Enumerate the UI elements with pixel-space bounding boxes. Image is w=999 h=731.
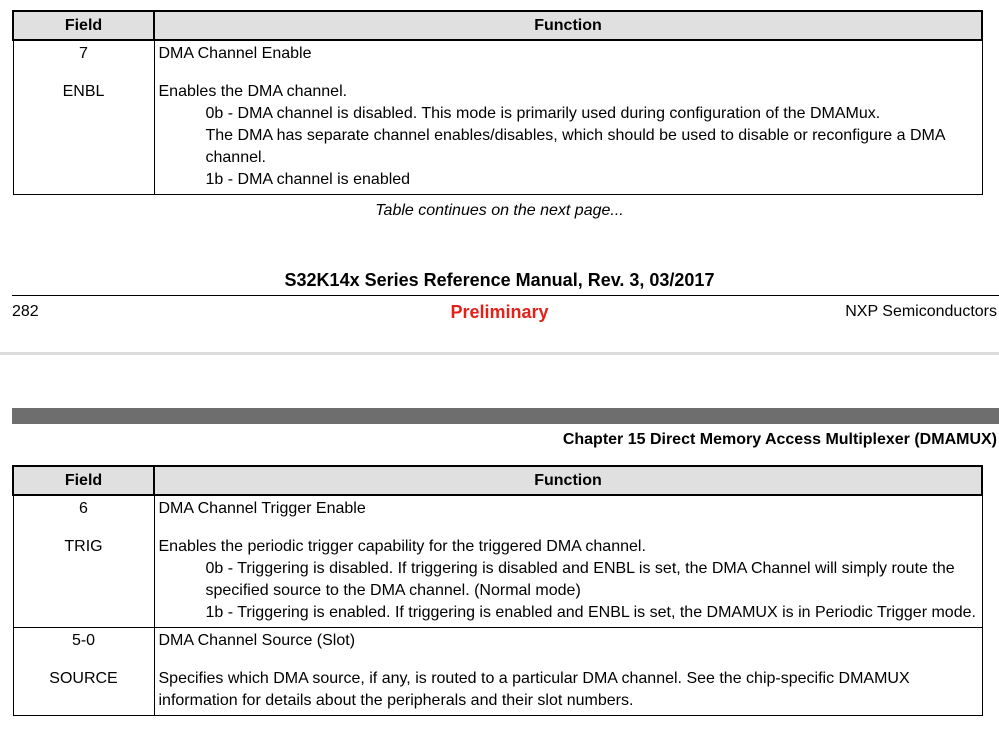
page-number: 282 bbox=[12, 303, 39, 320]
field-name bbox=[13, 523, 154, 628]
table-header-row bbox=[13, 11, 982, 40]
option-text: 0b - Triggering is disabled. If triggering is disabled and ENBL is set, the DMA Channel will simply route the specified source to the DMA channel. (Normal mode) bbox=[205, 560, 955, 599]
field-description: Enables the DMA channel. bbox=[158, 83, 348, 100]
table-row bbox=[13, 40, 982, 68]
field-name-text: TRIG bbox=[64, 538, 103, 555]
field-name bbox=[13, 655, 154, 716]
option-text: The DMA has separate channel enables/disables, which should be used to disable or reconfigure a DMA channel. bbox=[205, 127, 945, 166]
field-title: DMA Channel Trigger Enable bbox=[154, 495, 982, 523]
chapter-header-bar bbox=[12, 408, 999, 424]
field-name-text: ENBL bbox=[62, 83, 105, 100]
function-column-header: Function bbox=[154, 11, 982, 40]
table-row bbox=[13, 68, 982, 195]
field-bits: 7 bbox=[13, 40, 154, 68]
field-description-cell bbox=[154, 68, 982, 195]
field-description-cell bbox=[154, 655, 982, 716]
company-name: NXP Semiconductors bbox=[845, 303, 997, 320]
field-table-top bbox=[12, 10, 983, 195]
manual-title: S32K14x Series Reference Manual, Rev. 3, 03/2017 bbox=[284, 270, 715, 290]
field-description: Enables the periodic trigger capability for the triggered DMA channel. bbox=[158, 538, 646, 555]
field-name-text: SOURCE bbox=[49, 670, 118, 687]
field-description-cell bbox=[154, 523, 982, 628]
table-continues-note: Table continues on the next page... bbox=[375, 202, 624, 219]
table-row bbox=[13, 495, 982, 523]
field-column-header: Field bbox=[13, 466, 154, 495]
option-text: 0b - DMA channel is disabled. This mode is primarily used during configuration of the DMAMux. bbox=[205, 105, 881, 122]
field-name bbox=[13, 68, 154, 195]
option-text: 1b - DMA channel is enabled bbox=[205, 171, 411, 188]
field-bits: 6 bbox=[13, 495, 154, 523]
field-title: DMA Channel Enable bbox=[154, 40, 982, 68]
field-description: Specifies which DMA source, if any, is routed to a particular DMA channel. See the chip-specific DMAMUX information for details about the peripherals and their slot numbers. bbox=[158, 670, 910, 709]
preliminary-label: Preliminary bbox=[450, 302, 549, 322]
field-title: DMA Channel Source (Slot) bbox=[154, 628, 982, 656]
option-text: 1b - Triggering is enabled. If triggering is enabled and ENBL is set, the DMAMUX is in Periodic Trigger mode. bbox=[205, 604, 976, 621]
chapter-heading: Chapter 15 Direct Memory Access Multiplexer (DMAMUX) bbox=[562, 431, 997, 448]
field-bits: 5-0 bbox=[13, 628, 154, 656]
field-table-bottom bbox=[12, 465, 983, 716]
function-column-header: Function bbox=[154, 466, 982, 495]
page-break-divider bbox=[0, 352, 999, 355]
table-row bbox=[13, 523, 982, 628]
footer-rule bbox=[12, 295, 999, 296]
table-row bbox=[13, 628, 982, 656]
field-column-header: Field bbox=[13, 11, 154, 40]
table-row bbox=[13, 655, 982, 716]
table-header-row bbox=[13, 466, 982, 495]
